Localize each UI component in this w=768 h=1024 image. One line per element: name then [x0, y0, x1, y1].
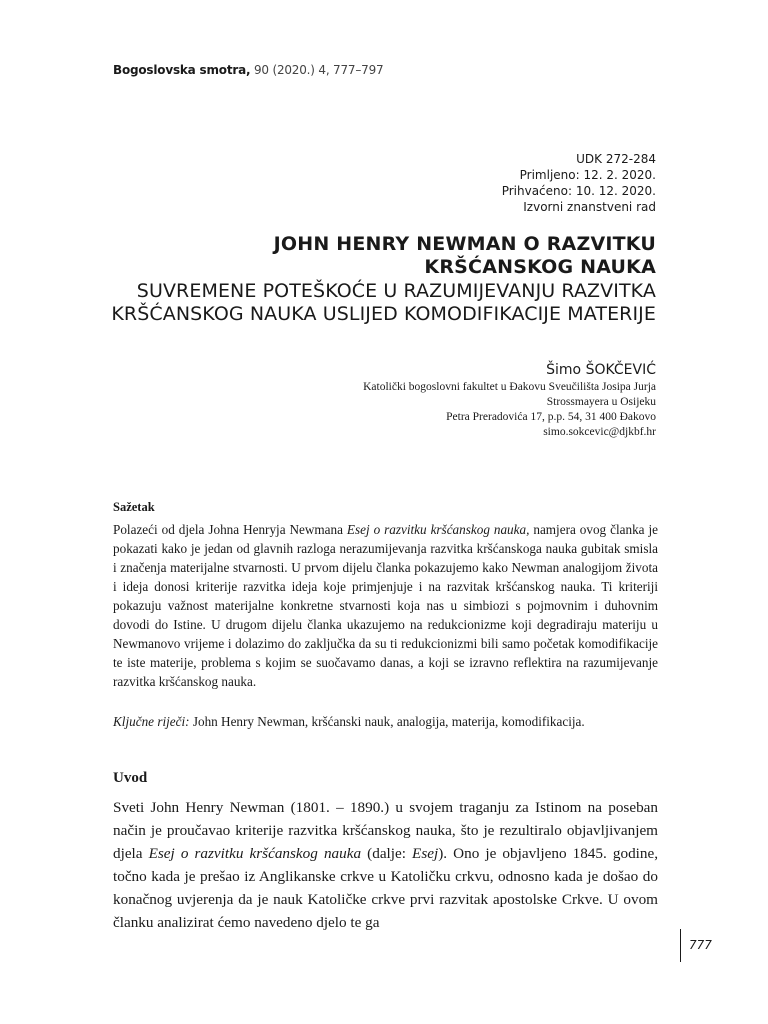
article-title-line-2: KRŠĆANSKOG NAUKA: [424, 256, 656, 278]
author-affiliation: [363, 380, 656, 440]
intro-body: [113, 796, 658, 934]
intro-text-start: Sveti John Henry Newman (1801. – 1890.) u svojem traganju za Istinom na poseban način je proučavao kriterije razvitka kršćanskog nauka, što je rezultiralo objavljivanjem djela: [113, 799, 658, 862]
intro-text-mid: (dalje:: [361, 845, 413, 862]
title-block: [96, 233, 656, 325]
intro-work-abbr: Esej: [412, 845, 439, 862]
keywords: [113, 712, 658, 731]
article-title-line-1: JOHN HENRY NEWMAN O RAZVITKU: [273, 233, 656, 255]
journal-citation: 90 (2020.) 4, 777–797: [250, 63, 384, 77]
running-header: [113, 63, 383, 77]
affiliation-line-1: Katolički bogoslovni fakultet u Đakovu Sveučilišta Josipa Jurja: [363, 381, 656, 393]
udk-code: UDK 272-284: [576, 152, 656, 166]
article-subtitle-line-2: KRŠĆANSKOG NAUKA USLIJED KOMODIFIKACIJE MATERIJE: [111, 303, 656, 325]
abstract-work-title: Esej o razvitku kršćanskog nauka,: [346, 522, 530, 537]
author-email: simo.sokcevic@djkbf.hr: [543, 426, 656, 438]
page-number: 777: [680, 929, 712, 962]
article-metadata: [502, 151, 656, 215]
author-name: Šimo ŠOKČEVIĆ: [546, 362, 656, 378]
abstract-text-start: Polazeći od djela Johna Henryja Newmana: [113, 522, 347, 537]
affiliation-address: Petra Preradovića 17, p.p. 54, 31 400 Đakovo: [446, 411, 656, 423]
keywords-label: Ključne riječi:: [113, 714, 190, 729]
abstract-heading: Sažetak: [113, 500, 155, 514]
affiliation-line-2: Strossmayera u Osijeku: [546, 396, 656, 408]
received-date: Primljeno: 12. 2. 2020.: [519, 168, 656, 182]
keywords-list: John Henry Newman, kršćanski nauk, analogija, materija, komodifikacija.: [189, 714, 585, 729]
intro-paragraph: [113, 796, 658, 934]
article-subtitle-line-1: SUVREMENE POTEŠKOĆE U RAZUMIJEVANJU RAZVITKA: [136, 280, 656, 302]
abstract-text: [113, 520, 658, 691]
abstract: [113, 500, 658, 691]
section-heading: Uvod: [113, 770, 148, 786]
accepted-date: Prihvaćeno: 10. 12. 2020.: [501, 184, 656, 198]
article-type: Izvorni znanstveni rad: [523, 200, 656, 214]
abstract-text-rest: namjera ovog članka je pokazati kako je jedan od glavnih razloga nerazumijevanja razvitka kršćanskoga nauka gubitak smisla i značenja materijalne stvarnosti. U prvom dijelu članka pokazujemo kako Newman analogijom života i ideja donosi kriterije razvitka ideja koje primjenjuje i na razvitak kršćanskog nauka. Ti kriteriji pokazuju važnost materijalne konkretne stvarnosti koja nas u simbiozi s pojmovnim i duhovnim dovodi do Istine. U drugom dijelu članka ukazujemo na redukcionizme koji degradiraju materiju u Newmanovo vrijeme i dolazimo do zaključka da su ti redukcionizmi bili samo početak komodifikacije te iste materije, problema s kojim se suočavamo danas, a koji se izravno reflektira na razumijevanje razvitka kršćanskog nauka.: [113, 522, 658, 689]
journal-name: Bogoslovska smotra,: [113, 63, 251, 77]
intro-work-title: Esej o razvitku kršćanskog nauka: [148, 845, 362, 862]
intro-text-rest: ). Ono je objavljeno 1845. godine, točno kada je prešao iz Anglikanske crkve u Katoličku crkvu, odnosno kada je došao do konačnog uvjerenja da je nauk Katoličke crkve prvi razvitak apostolske Crkve. U ovom članku analizirat ćemo navedeno djelo te ga: [113, 845, 659, 931]
